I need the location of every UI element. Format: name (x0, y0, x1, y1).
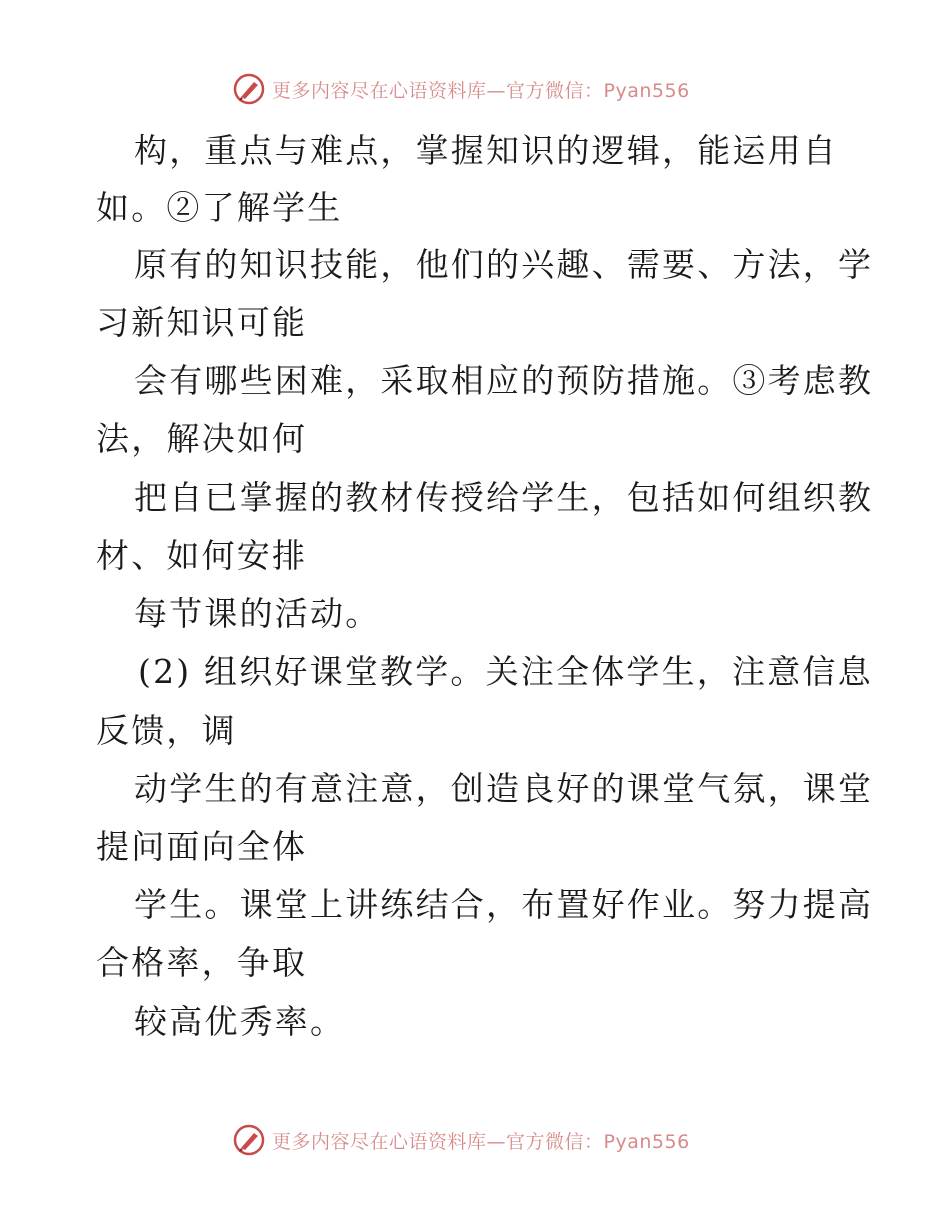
text-line: 材、如何安排 (96, 536, 308, 575)
pen-logo-icon (232, 1123, 266, 1157)
text-line: 法，解决如何 (96, 419, 308, 458)
text-line: 习新知识可能 (96, 303, 308, 342)
header-banner (232, 71, 752, 107)
text-line: 会有哪些困难，采取相应的预防措施。③考虑教 (134, 361, 874, 400)
header-banner-text: 更多内容尽在心语资料库—官方微信：Pyan556 (272, 79, 690, 102)
text-line: 动学生的有意注意，创造良好的课堂气氛，课堂 (134, 769, 874, 808)
text-line: 反馈，调 (96, 711, 237, 750)
footer-banner (232, 1122, 752, 1158)
text-line: 把自已掌握的教材传授给学生，包括如何组织教 (134, 478, 874, 517)
text-line: 提问面向全体 (96, 827, 308, 866)
pen-logo-icon (232, 72, 266, 106)
footer-banner-text: 更多内容尽在心语资料库—官方微信：Pyan556 (272, 1130, 690, 1153)
text-line: (2) 组织好课堂教学。关注全体学生，注意信息 (138, 652, 873, 691)
text-line: 学生。课堂上讲练结合，布置好作业。努力提高 (134, 885, 874, 924)
text-line: 每节课的活动。 (134, 594, 381, 633)
text-line: 原有的知识技能，他们的兴趣、需要、方法，学 (134, 245, 874, 284)
text-line: 构，重点与难点，掌握知识的逻辑，能运用自 (134, 131, 838, 170)
text-line: 较高优秀率。 (134, 1002, 346, 1041)
text-line: 如。②了解学生 (96, 188, 343, 227)
text-line: 合格率，争取 (96, 943, 308, 982)
